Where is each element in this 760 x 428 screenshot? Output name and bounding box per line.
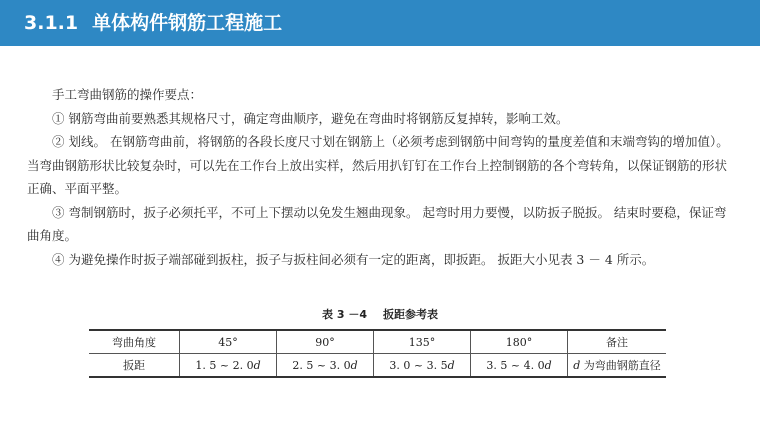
section-title: [24, 0, 282, 46]
table-cell: [180, 354, 277, 378]
section-header-bar: [0, 0, 760, 46]
unit-symbol: d: [253, 358, 261, 372]
table-cell: [374, 354, 471, 378]
paragraph-step-2: ② 划线。 在钢筋弯曲前，将钢筋的各段长度尺寸划在钢筋上（必须考虑到钢筋中间弯钩的量度差值和末端弯钩的增加值）。 当弯曲钢筋形状比较复杂时，可以先在工作台上放出实样，然后用扒钉钉在工作台上控制钢筋的各个弯转角，以保证钢筋的形状正确、平面平整。: [27, 134, 729, 196]
unit-symbol: d: [544, 358, 552, 372]
table-header-cell: 弯曲角度: [89, 330, 180, 354]
table-cell: 扳距: [123, 359, 145, 372]
table-cell: [568, 354, 667, 378]
content-body: [27, 83, 737, 271]
table-header-cell: 90°: [277, 330, 374, 354]
table-header-cell: 备注: [568, 330, 667, 354]
table-cell: [471, 354, 568, 378]
table-caption-title: 扳距参考表: [382, 308, 438, 321]
table-header-row: [89, 330, 666, 354]
reference-table: [89, 329, 666, 378]
unit-symbol: d: [573, 359, 581, 372]
unit-symbol: d: [350, 358, 358, 372]
table-cell-value: 3. 5 ~ 4. 0: [486, 358, 545, 372]
table-cell-value: 2. 5 ~ 3. 0: [292, 358, 351, 372]
section-title-text: 单体构件钢筋工程施工: [92, 12, 283, 34]
paragraph-step-1: ① 钢筋弯曲前要熟悉其规格尺寸，确定弯曲顺序，避免在弯曲时将钢筋反复掉转，影响工效。: [52, 110, 569, 126]
table-header-cell: 45°: [180, 330, 277, 354]
section-number: 3.1.1: [24, 12, 79, 34]
table-caption: [0, 306, 760, 322]
table-cell: [277, 354, 374, 378]
paragraph-step-3: ③ 弯制钢筋时，扳子必须托平，不可上下摆动以免发生翘曲现象。 起弯时用力要慢，以防扳子脱扳。 结束时要稳，保证弯曲角度。: [27, 204, 727, 243]
table-cell-value: 1. 5 ~ 2. 0: [195, 358, 254, 372]
table-row: [89, 354, 666, 378]
table-header-cell: 180°: [471, 330, 568, 354]
table-cell-value: 为弯曲钢筋直径: [583, 359, 661, 372]
paragraph-intro: 手工弯曲钢筋的操作要点：: [52, 87, 203, 102]
table-caption-number: 表 3 －4: [322, 308, 367, 321]
table-cell-value: 3. 0 ~ 3. 5: [389, 358, 448, 372]
paragraph-step-4: ④ 为避免操作时扳子端部碰到扳柱，扳子与扳柱间必须有一定的距离，即扳距。 扳距大小见表 3 － 4 所示。: [52, 251, 655, 267]
unit-symbol: d: [447, 358, 455, 372]
table-header-cell: 135°: [374, 330, 471, 354]
